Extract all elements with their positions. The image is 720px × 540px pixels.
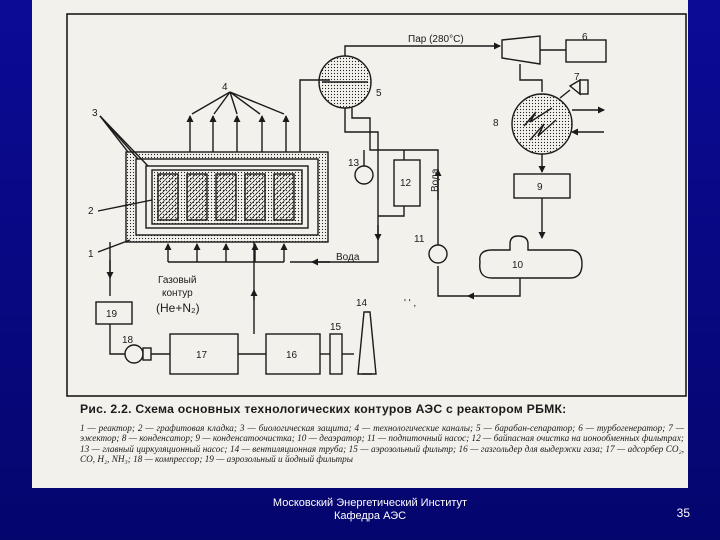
figure-caption bbox=[80, 402, 684, 465]
slide-footer bbox=[220, 497, 520, 523]
gas-circuit-label-1: Газовый bbox=[158, 275, 197, 286]
footer-institute: Московский Энергетический Институт bbox=[272, 497, 468, 509]
gas-circuit-label-3: (He+N₂) bbox=[156, 301, 200, 315]
label-18: 18 bbox=[122, 335, 134, 346]
label-5: 5 bbox=[376, 88, 382, 99]
aerosol-filter bbox=[330, 334, 342, 374]
label-2: 2 bbox=[88, 206, 94, 217]
generator bbox=[566, 40, 606, 62]
label-12: 12 bbox=[400, 178, 412, 189]
fuel-channel bbox=[187, 174, 207, 220]
gas-circuit-label-2: контур bbox=[162, 288, 193, 299]
fuel-channel bbox=[158, 174, 178, 220]
label-10: 10 bbox=[512, 260, 524, 271]
water-label: Вода bbox=[336, 252, 360, 263]
label-15: 15 bbox=[330, 322, 342, 333]
label-8: 8 bbox=[493, 118, 499, 129]
tick-marks: ' ' , bbox=[404, 298, 417, 309]
condenser bbox=[512, 94, 572, 154]
caption-title: Рис. 2.2. Схема основных технологических контуров АЭС с реактором РБМК: bbox=[80, 402, 567, 416]
turbine bbox=[502, 36, 540, 64]
steam-label: Пар (280°С) bbox=[408, 34, 464, 45]
fuel-channel bbox=[245, 174, 265, 220]
label-13: 13 bbox=[348, 158, 360, 169]
label-14: 14 bbox=[356, 298, 368, 309]
label-17: 17 bbox=[196, 350, 208, 361]
water-vertical-label: Вода bbox=[430, 168, 441, 192]
label-4: 4 bbox=[222, 82, 228, 93]
deaerator bbox=[480, 236, 582, 278]
label-3: 3 bbox=[92, 108, 98, 119]
label-9: 9 bbox=[537, 182, 543, 193]
ventilation-stack bbox=[358, 312, 376, 374]
footer-department: Кафедра АЭС bbox=[333, 510, 407, 522]
fuel-channel bbox=[274, 174, 294, 220]
fuel-channel bbox=[216, 174, 236, 220]
compressor bbox=[125, 345, 143, 363]
label-7: 7 bbox=[574, 72, 580, 83]
feed-pump bbox=[429, 245, 447, 263]
label-19: 19 bbox=[106, 309, 118, 320]
label-1: 1 bbox=[88, 249, 94, 260]
label-16: 16 bbox=[286, 350, 298, 361]
caption-legend: 1 — реактор; 2 — графитовая кладка; 3 — биологическая защита; 4 — технологические каналы; 5 — барабан-сепаратор; 6 — турбогенератор; 7 — эжектор; 8 — конденсатор; 9 — конденсатоочистка; 10 — деаэратор; 11 — подпиточный насос; 12 — байпасная очистка на ионообменных фильтрах; 13 — главный циркуляционный насос; 14 — вентиляционная труба; 15 — аэрозольный фильтр; 16 — газгольдер для выдержки газа; 17 — адсорбер CO₂, CO, H₂, NH₃; 18 — компрессор; 19 — аэрозольный и йодный фильтры bbox=[80, 423, 684, 465]
label-11: 11 bbox=[414, 234, 425, 245]
label-6: 6 bbox=[582, 32, 588, 43]
slide-page-number: 35 bbox=[676, 506, 690, 520]
